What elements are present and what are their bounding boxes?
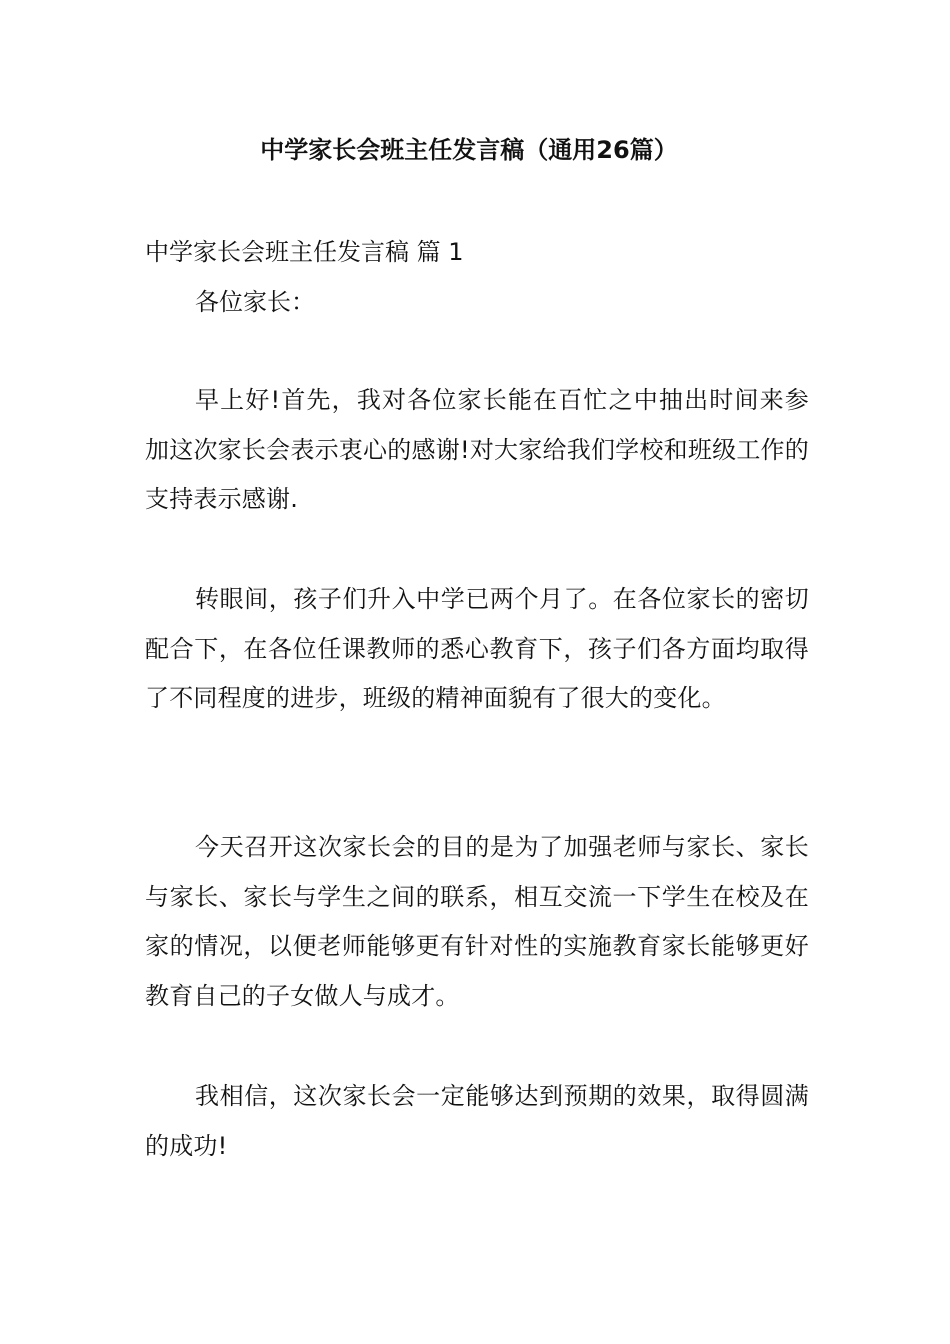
paragraph-progress: 转眼间，孩子们升入中学已两个月了。在各位家长的密切配合下，在各位任课教师的悉心教育下，孩子们各方面均取得了不同程度的进步，班级的精神面貌有了很大的变化。 (145, 585, 809, 713)
paragraph-greeting: 早上好!首先，我对各位家长能在百忙之中抽出时间来参加这次家长会表示衷心的感谢!对大家给我们学校和班级工作的支持表示感谢. (145, 386, 809, 514)
paragraph-purpose: 今天召开这次家长会的目的是为了加强老师与家长、家长与家长、家长与学生之间的联系，相互交流一下学生在校及在家的情况，以便老师能够更有针对性的实施教育家长能够更好教育自己的子女做人与成才。 (145, 833, 809, 1010)
section-heading: 中学家长会班主任发言稿 篇 1 (145, 238, 464, 266)
document-title: 中学家长会班主任发言稿（通用26篇） (260, 136, 678, 164)
salutation-text: 各位家长： (195, 288, 315, 316)
salutation (145, 278, 809, 328)
paragraph-closing: 我相信，这次家长会一定能够达到预期的效果，取得圆满的成功! (145, 1082, 809, 1160)
